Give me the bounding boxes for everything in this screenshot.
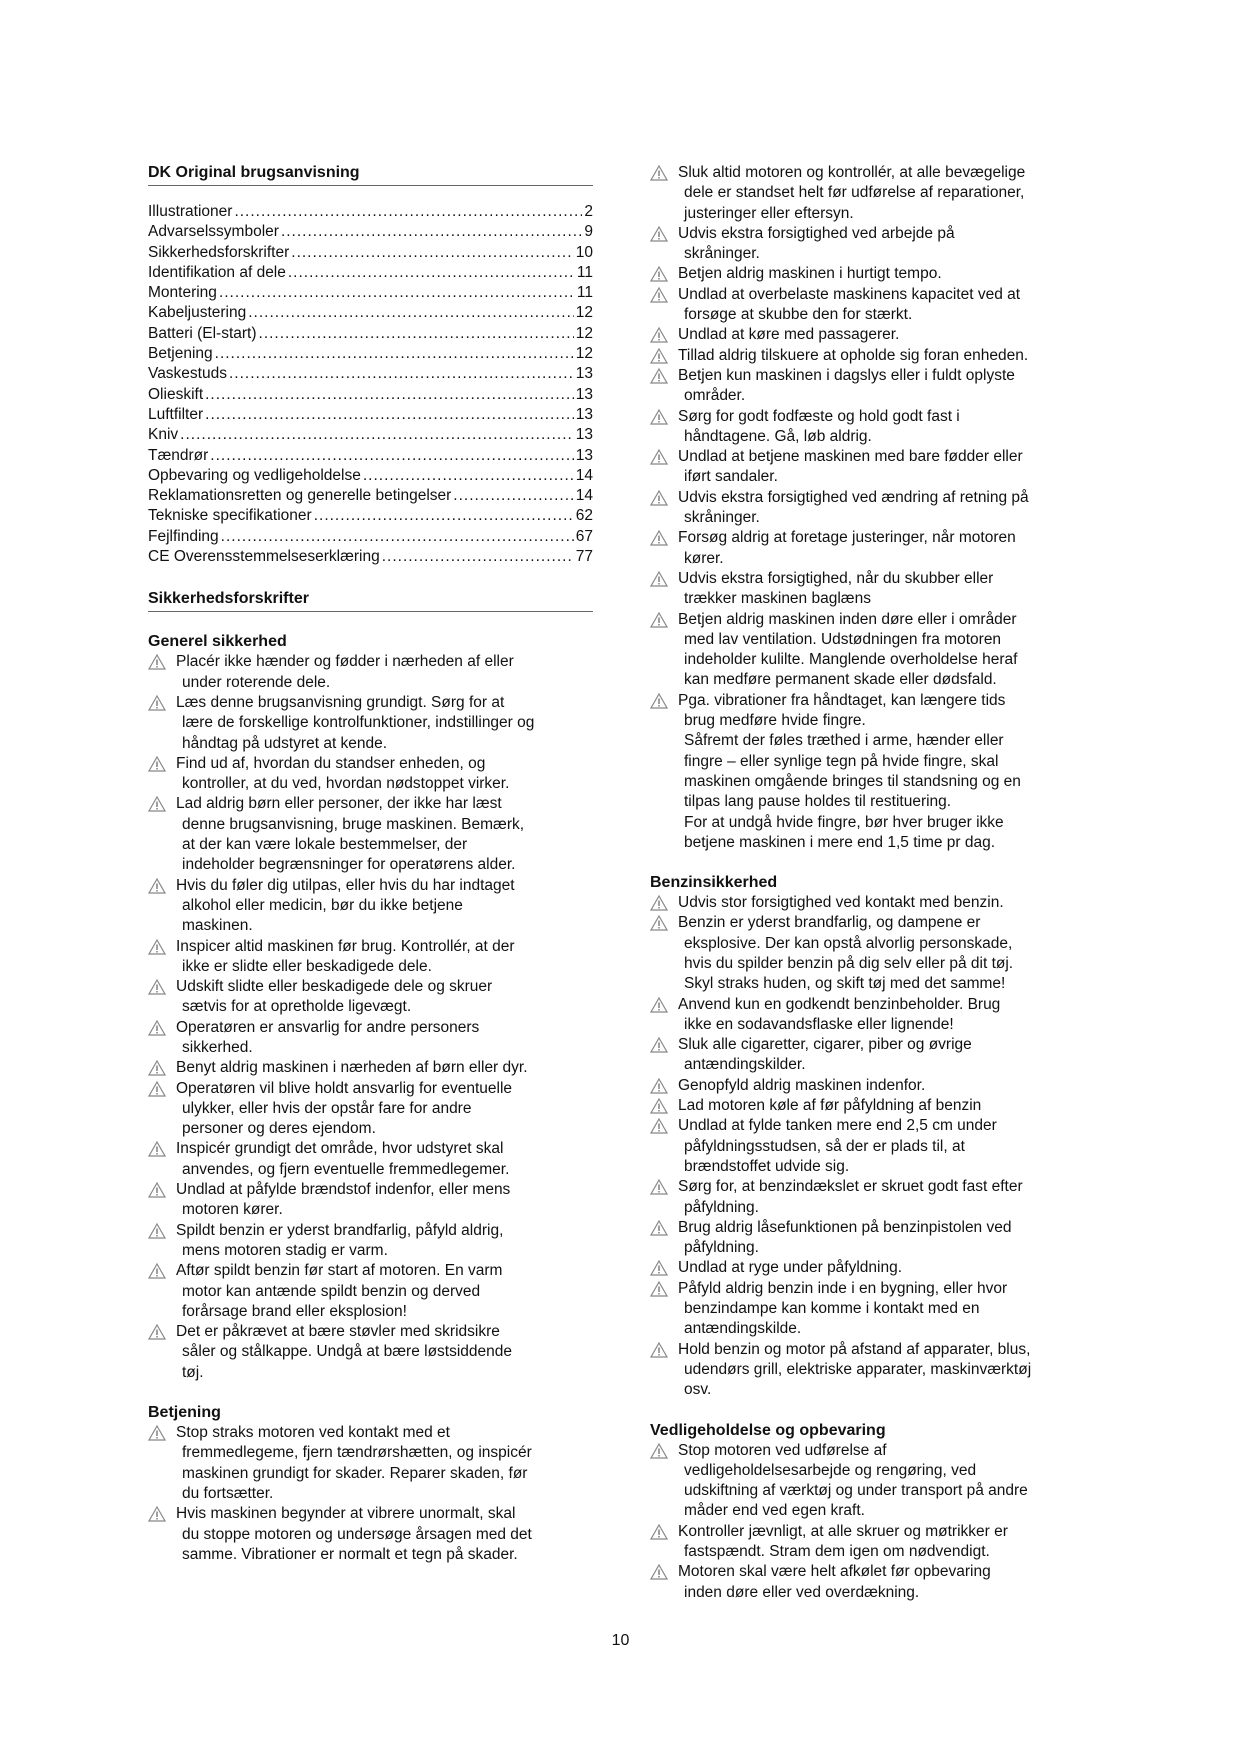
warning-text-line: Hvis maskinen begynder at vibrere unormalt, skal [176, 1505, 516, 1523]
warning-item [148, 652, 593, 693]
warning-text-line: osv. [684, 1381, 712, 1399]
warning-text-line: Find ud af, hvordan du standser enheden, og [176, 754, 486, 772]
warning-triangle-icon [650, 915, 668, 931]
warning-text-line: Udvis ekstra forsigtighed ved arbejde på [678, 224, 955, 242]
warning-text-line: sætvis for at opretholde ligevægt. [182, 998, 412, 1016]
toc-leader-dots [205, 405, 574, 425]
warning-text-line: Brug aldrig låsefunktionen på benzinpistolen ved [678, 1218, 1012, 1236]
toc-label: Opbevaring og vedligeholdelse [148, 466, 361, 484]
toc-entry [148, 446, 593, 466]
toc-leader-dots [291, 243, 573, 263]
warning-text-line: Såfremt der føles træthed i arme, hænder eller [684, 732, 1004, 750]
warning-item [650, 1096, 1090, 1116]
warning-item [148, 1079, 593, 1140]
warning-triangle-icon [650, 1281, 668, 1297]
warning-text-line: Placér ikke hænder og fødder i nærheden af eller [176, 653, 514, 671]
warning-text-line: påfyldning. [684, 1198, 759, 1216]
toc-entry [148, 425, 593, 445]
warning-text-line: Undlad at påfylde brændstof indenfor, eller mens [176, 1181, 511, 1199]
warning-triangle-icon [148, 1081, 166, 1097]
warning-triangle-icon [148, 654, 166, 670]
subheading-fuel-safety: Benzinsikkerhed [650, 874, 778, 892]
toc-label: Olieskift [148, 385, 204, 403]
warning-item [650, 569, 1090, 610]
warning-text-line: motor kan antænde spildt benzin og derved [182, 1282, 481, 1300]
warning-triangle-icon [650, 1098, 668, 1114]
warning-triangle-icon [148, 939, 166, 955]
warning-item [148, 937, 593, 978]
warning-text-line: Tillad aldrig tilskuere at opholde sig foran enheden. [678, 346, 1029, 364]
warning-item [148, 754, 593, 795]
warning-text-line: Undlad at overbelaste maskinens kapacitet ved at [678, 285, 1021, 303]
toc-entry [148, 364, 593, 384]
warning-text-line: forsøge at skubbe den for stærkt. [684, 306, 913, 324]
warning-item [650, 264, 1090, 284]
warning-text-line: Inspicér grundigt det område, hvor udstyret skal [176, 1140, 504, 1158]
warning-text-line: justeringer eller eftersyn. [684, 204, 854, 222]
warning-text-line: hvis du spilder benzin på dig selv eller på dit tøj. [684, 954, 1014, 972]
warning-triangle-icon [650, 165, 668, 181]
warning-text-line: maskinen grundigt for skader. Reparer skaden, før [182, 1464, 528, 1482]
warning-text-line: betjene maskinen i mere end 1,5 time pr dag. [684, 833, 996, 851]
warning-item [148, 1504, 593, 1565]
toc-entry [148, 486, 593, 506]
toc-page: 10 [575, 243, 593, 261]
toc-entry [148, 385, 593, 405]
toc-page: 14 [575, 466, 593, 484]
toc-page: 14 [575, 487, 593, 505]
warning-triangle-icon [650, 1443, 668, 1459]
warning-triangle-icon [148, 1506, 166, 1522]
warning-text-line: Sluk alle cigaretter, cigarer, piber og øvrige [678, 1036, 972, 1054]
warning-item [148, 977, 593, 1018]
warning-text-line: ikke en sodavandsflaske eller lignende! [684, 1015, 954, 1033]
warning-text-line: fastspændt. Stram dem igen om nødvendigt. [684, 1543, 990, 1560]
warning-item [650, 366, 1090, 407]
warning-text-line: Betjen aldrig maskinen i hurtigt tempo. [678, 265, 942, 283]
warning-item [650, 528, 1090, 569]
warning-item [148, 1058, 593, 1078]
toc-page: 67 [575, 527, 593, 545]
toc-label: Sikkerhedsforskrifter [148, 243, 290, 261]
toc-entry [148, 303, 593, 323]
warning-text-line: tøj. [182, 1363, 204, 1381]
warning-text-line: antændingskilder. [684, 1056, 806, 1074]
warning-text-line: Påfyld aldrig benzin inde i en bygning, eller hvor [678, 1279, 1008, 1297]
toc-page: 11 [576, 263, 593, 281]
warning-triangle-icon [148, 979, 166, 995]
warning-item [148, 1221, 593, 1262]
warning-item [148, 1423, 593, 1504]
warning-text-line: ikke er slidte eller beskadigede dele. [182, 957, 432, 975]
warning-item [650, 224, 1090, 265]
general-safety-list [148, 652, 593, 1383]
warning-item [650, 1218, 1090, 1259]
warning-item [650, 691, 1090, 853]
warning-text-line: maskinen omgående bringes til standsning og en [684, 772, 1021, 790]
toc-leader-dots [205, 385, 574, 405]
warning-triangle-icon [650, 1564, 668, 1580]
warning-text-line: kan medføre permanent skade eller dødsfald. [684, 671, 997, 689]
warning-text-line: Hold benzin og motor på afstand af apparater, blus, [678, 1340, 1031, 1358]
warning-text-line: måder end ved egen kraft. [684, 1502, 865, 1520]
toc-label: Reklamationsretten og generelle betingelser [148, 487, 452, 505]
warning-text-line: Det er påkrævet at bære støvler med skridsikre [176, 1323, 500, 1341]
warning-text-line: Undlad at betjene maskinen med bare fødder eller [678, 448, 1023, 466]
right-column [650, 163, 1090, 1603]
warning-text-line: Aftør spildt benzin før start af motoren. En varm [176, 1262, 503, 1280]
toc-leader-dots [382, 547, 574, 567]
warning-text-line: med lav ventilation. Udstødningen fra motoren [684, 630, 1002, 648]
warning-text-line: For at undgå hvide fingre, bør hver bruger ikke [684, 813, 1004, 831]
subheading-general-safety: Generel sikkerhed [148, 633, 287, 651]
toc-label: Montering [148, 284, 217, 302]
warning-item [650, 285, 1090, 326]
warning-text-line: Udvis ekstra forsigtighed ved ændring af retning på [678, 488, 1029, 506]
toc-page: 13 [575, 365, 593, 383]
warning-text-line: dele er standset helt før udførelse af reparationer, [684, 184, 1025, 202]
warning-text-line: alkohol eller medicin, bør du ikke betjene [182, 896, 463, 914]
toc-leader-dots [314, 506, 574, 526]
warning-text-line: inden døre eller ved overdækning. [684, 1583, 920, 1601]
warning-item [650, 346, 1090, 366]
toc-page: 13 [575, 405, 593, 423]
toc-leader-dots [215, 344, 574, 364]
warning-text-line: Pga. vibrationer fra håndtaget, kan længere tids [678, 691, 1006, 709]
warning-triangle-icon [148, 1060, 166, 1076]
warning-item [650, 325, 1090, 345]
warning-text-line: Skyl straks huden, og skift tøj med det samme! [684, 975, 1006, 993]
warning-triangle-icon [148, 1182, 166, 1198]
warning-item [650, 1562, 1090, 1603]
toc-page: 12 [575, 324, 593, 342]
warning-item [650, 1340, 1090, 1401]
warning-item [148, 876, 593, 937]
warning-item [650, 1279, 1090, 1340]
warning-item [650, 1522, 1090, 1563]
left-column [148, 163, 593, 1565]
toc-page: 62 [575, 507, 593, 525]
warning-triangle-icon [650, 490, 668, 506]
warning-text-line: Udvis stor forsigtighed ved kontakt med benzin. [678, 894, 1004, 912]
toc-leader-dots [248, 303, 574, 323]
warning-triangle-icon [148, 1141, 166, 1157]
warning-text-line: indeholder kulilte. Manglende overholdelse heraf [684, 651, 1018, 669]
warning-triangle-icon [650, 1524, 668, 1540]
warning-text-line: personer og deres ejendom. [182, 1120, 376, 1138]
warning-triangle-icon [148, 1020, 166, 1036]
warning-text-line: såler og stålkappe. Undgå at bære løstsiddende [182, 1343, 513, 1361]
warning-item [148, 794, 593, 875]
warning-triangle-icon [650, 1220, 668, 1236]
warning-item [148, 1180, 593, 1221]
warning-text-line: kontroller, at du ved, hvordan nødstoppet virker. [182, 775, 510, 793]
toc-page: 12 [575, 345, 593, 363]
warning-text-line: Stop motoren ved udførelse af [678, 1441, 887, 1459]
warning-text-line: Sørg for godt fodfæste og hold godt fast i [678, 407, 960, 425]
warning-text-line: under roterende dele. [182, 673, 331, 691]
toc-leader-dots [288, 263, 575, 283]
warning-text-line: Operatøren vil blive holdt ansvarlig for eventuelle [176, 1079, 513, 1097]
toc-page: 12 [575, 304, 593, 322]
warning-triangle-icon [148, 1425, 166, 1441]
toc-leader-dots [229, 364, 574, 384]
warning-item [650, 1258, 1090, 1278]
toc-leader-dots [210, 446, 573, 466]
toc-entry [148, 344, 593, 364]
warning-triangle-icon [650, 612, 668, 628]
warning-triangle-icon [148, 796, 166, 812]
toc-page: 2 [584, 203, 593, 220]
toc-label: Tekniske specifikationer [148, 507, 312, 525]
warning-text-line: brug medføre hvide fingre. [684, 712, 866, 730]
warning-triangle-icon [148, 1324, 166, 1340]
warning-triangle-icon [148, 1263, 166, 1279]
warning-triangle-icon [650, 368, 668, 384]
warning-triangle-icon [650, 530, 668, 546]
warning-item [148, 693, 593, 754]
toc-entry [148, 283, 593, 303]
warning-text-line: iført sandaler. [684, 468, 778, 486]
toc-page: 13 [575, 446, 593, 464]
toc-entry [148, 202, 593, 222]
warning-text-line: Hvis du føler dig utilpas, eller hvis du har indtaget [176, 876, 515, 894]
warning-triangle-icon [148, 756, 166, 772]
warning-text-line: vedligeholdelsesarbejde og rengøring, ved [684, 1461, 977, 1479]
toc-label: Fejlfinding [148, 527, 219, 545]
toc-page: 9 [584, 223, 593, 241]
warning-text-line: påfyldningsstudsen, så der er plads til, at [684, 1137, 965, 1155]
warning-text-line: Lad aldrig børn eller personer, der ikke har læst [176, 795, 502, 813]
warning-item [148, 1139, 593, 1180]
toc-leader-dots [281, 222, 582, 242]
warning-text-line: lære de forskellige kontrolfunktioner, indstillinger og [182, 714, 535, 732]
document-title: DK Original brugsanvisning [148, 163, 593, 186]
warning-triangle-icon [650, 266, 668, 282]
warning-triangle-icon [650, 1179, 668, 1195]
warning-text-line: skråninger. [684, 509, 760, 527]
warning-triangle-icon [650, 1078, 668, 1094]
warning-text-line: Betjen aldrig maskinen inden døre eller i områder [678, 610, 1017, 628]
warning-text-line: håndtag på udstyret at kende. [182, 734, 388, 752]
warning-text-line: Betjen kun maskinen i dagslys eller i fuldt oplyste [678, 366, 1015, 384]
warning-text-line: Spildt benzin er yderst brandfarlig, påfyld aldrig, [176, 1221, 504, 1239]
warning-text-line: udendørs grill, elektriske apparater, maskinværktøj [684, 1360, 1032, 1378]
warning-text-line: håndtagene. Gå, løb aldrig. [684, 427, 872, 445]
warning-text-line: brændstoffet udvide sig. [684, 1157, 850, 1175]
warning-item [148, 1261, 593, 1322]
warning-text-line: Udskift slidte eller beskadigede dele og skruer [176, 978, 493, 996]
warning-triangle-icon [650, 327, 668, 343]
toc-page: 13 [575, 385, 593, 403]
toc-page: 11 [576, 284, 593, 302]
warning-triangle-icon [148, 695, 166, 711]
warning-text-line: områder. [684, 387, 746, 405]
warning-triangle-icon [650, 693, 668, 709]
toc-entry [148, 506, 593, 526]
warning-text-line: Benyt aldrig maskinen i nærheden af børn eller dyr. [176, 1059, 528, 1077]
toc-label: Advarselssymboler [148, 223, 279, 241]
warning-triangle-icon [650, 571, 668, 587]
warning-text-line: udskiftning af værktøj og under transport på andre [684, 1482, 1028, 1500]
warning-text-line: Genopfyld aldrig maskinen indenfor. [678, 1076, 926, 1094]
maintenance-list [650, 1441, 1090, 1603]
warning-item [650, 913, 1090, 994]
warning-item [650, 610, 1090, 691]
operation-continued-list [650, 163, 1090, 853]
toc-label: Betjening [148, 345, 213, 363]
warning-text-line: Lad motoren køle af før påfyldning af benzin [678, 1097, 982, 1115]
warning-text-line: forårsage brand eller eksplosion! [182, 1302, 407, 1320]
warning-text-line: Undlad at ryge under påfyldning. [678, 1259, 903, 1277]
warning-item [650, 163, 1090, 224]
warning-text-line: Undlad at køre med passagerer. [678, 326, 900, 344]
table-of-contents [148, 202, 593, 567]
warning-text-line: antændingskilde. [684, 1320, 802, 1338]
warning-text-line: ulykker, eller hvis der opstår fare for andre [182, 1099, 472, 1117]
toc-label: Batteri (El-start) [148, 324, 257, 342]
warning-triangle-icon [650, 1260, 668, 1276]
warning-text-line: skråninger. [684, 245, 760, 263]
toc-leader-dots [234, 202, 582, 222]
warning-triangle-icon [650, 287, 668, 303]
warning-text-line: Sluk altid motoren og kontrollér, at alle bevægelige [678, 164, 1026, 181]
warning-item [148, 1322, 593, 1383]
toc-leader-dots [453, 486, 573, 506]
warning-triangle-icon [650, 409, 668, 425]
warning-item [650, 447, 1090, 488]
warning-triangle-icon [650, 226, 668, 242]
page-number: 10 [611, 1632, 630, 1649]
warning-item [650, 1035, 1090, 1076]
toc-leader-dots [219, 283, 575, 303]
warning-item [650, 1116, 1090, 1177]
warning-text-line: påfyldning. [684, 1239, 759, 1257]
warning-text-line: du fortsætter. [182, 1484, 274, 1502]
toc-label: CE Overensstemmelseserklæring [148, 548, 380, 566]
warning-text-line: Sørg for, at benzindækslet er skruet godt fast efter [678, 1178, 1023, 1196]
toc-page: 77 [575, 548, 593, 566]
warning-triangle-icon [650, 1118, 668, 1134]
toc-leader-dots [363, 466, 574, 486]
toc-leader-dots [259, 324, 574, 344]
warning-text-line: Udvis ekstra forsigtighed, når du skubber eller [678, 569, 994, 587]
warning-triangle-icon [148, 1223, 166, 1239]
warning-triangle-icon [650, 1342, 668, 1358]
warning-triangle-icon [650, 449, 668, 465]
warning-text-line: fremmedlegeme, fjern tændrørshætten, og inspicér [182, 1444, 532, 1462]
toc-label: Tændrør [148, 446, 209, 464]
toc-page: 13 [575, 426, 593, 444]
toc-label: Illustrationer [148, 203, 233, 220]
section-heading-safety: Sikkerhedsforskrifter [148, 589, 593, 612]
toc-leader-dots [221, 527, 574, 547]
warning-triangle-icon [650, 1037, 668, 1053]
fuel-safety-list [650, 893, 1090, 1400]
toc-entry [148, 547, 593, 567]
toc-label: Vaskestuds [148, 365, 227, 383]
toc-entry [148, 222, 593, 242]
operation-list [148, 1423, 593, 1565]
warning-text-line: Anvend kun en godkendt benzinbeholder. Brug [678, 995, 1001, 1013]
warning-item [650, 407, 1090, 448]
warning-text-line: at der kan være lokale bestemmelser, der [182, 836, 468, 854]
warning-item [650, 1076, 1090, 1096]
warning-item [148, 1018, 593, 1059]
toc-label: Kniv [148, 426, 179, 444]
toc-entry [148, 263, 593, 283]
warning-text-line: Benzin er yderst brandfarlig, og dampene er [678, 914, 981, 932]
warning-triangle-icon [650, 348, 668, 364]
warning-text-line: trækker maskinen baglæns [684, 590, 871, 608]
warning-text-line: samme. Vibrationer er normalt et tegn på skader. [182, 1545, 518, 1563]
warning-text-line: Operatøren er ansvarlig for andre personers [176, 1018, 480, 1036]
warning-text-line: benzindampe kan komme i kontakt med en [684, 1300, 980, 1318]
toc-entry [148, 243, 593, 263]
toc-leader-dots [180, 425, 574, 445]
warning-text-line: anvendes, og fjern eventuelle fremmedlegemer. [182, 1160, 510, 1178]
subheading-operation: Betjening [148, 1404, 221, 1422]
warning-text-line: maskinen. [182, 917, 253, 935]
warning-text-line: denne brugsanvisning, bruge maskinen. Bemærk, [182, 815, 525, 833]
warning-text-line: Kontroller jævnligt, at alle skruer og møtrikker er [678, 1522, 1008, 1540]
warning-item [650, 488, 1090, 529]
warning-text-line: sikkerhed. [182, 1038, 253, 1056]
warning-text-line: eksplosive. Der kan opstå alvorlig personskade, [684, 934, 1013, 952]
warning-text-line: mens motoren stadig er varm. [182, 1241, 388, 1259]
warning-text-line: kører. [684, 549, 724, 567]
warning-text-line: du stoppe motoren og undersøge årsagen med det [182, 1525, 532, 1543]
toc-entry [148, 324, 593, 344]
toc-entry [148, 527, 593, 547]
toc-label: Kabeljustering [148, 304, 247, 322]
subheading-maintenance: Vedligeholdelse og opbevaring [650, 1421, 886, 1439]
toc-entry [148, 466, 593, 486]
warning-text-line: Inspicer altid maskinen før brug. Kontrollér, at der [176, 937, 515, 955]
warning-text-line: tilpas lang pause holdes til restituering. [684, 793, 952, 811]
warning-text-line: motoren kører. [182, 1201, 283, 1219]
warning-triangle-icon [148, 878, 166, 894]
toc-entry [148, 405, 593, 425]
warning-item [650, 1441, 1090, 1522]
warning-item [650, 995, 1090, 1036]
warning-text-line: indeholder begrænsninger for operatørens alder. [182, 856, 516, 874]
warning-triangle-icon [650, 895, 668, 911]
toc-label: Luftfilter [148, 405, 204, 423]
warning-item [650, 1177, 1090, 1218]
warning-item [650, 893, 1090, 913]
warning-text-line: Læs denne brugsanvisning grundigt. Sørg for at [176, 693, 505, 711]
warning-text-line: Undlad at fylde tanken mere end 2,5 cm under [678, 1117, 997, 1135]
warning-text-line: Motoren skal være helt afkølet før opbevaring [678, 1563, 991, 1581]
warning-triangle-icon [650, 997, 668, 1013]
warning-text-line: Stop straks motoren ved kontakt med et [176, 1424, 450, 1442]
warning-text-line: fingre – eller synlige tegn på hvide fingre, skal [684, 752, 999, 770]
toc-label: Identifikation af dele [148, 263, 286, 281]
warning-text-line: Forsøg aldrig at foretage justeringer, når motoren [678, 529, 1016, 547]
